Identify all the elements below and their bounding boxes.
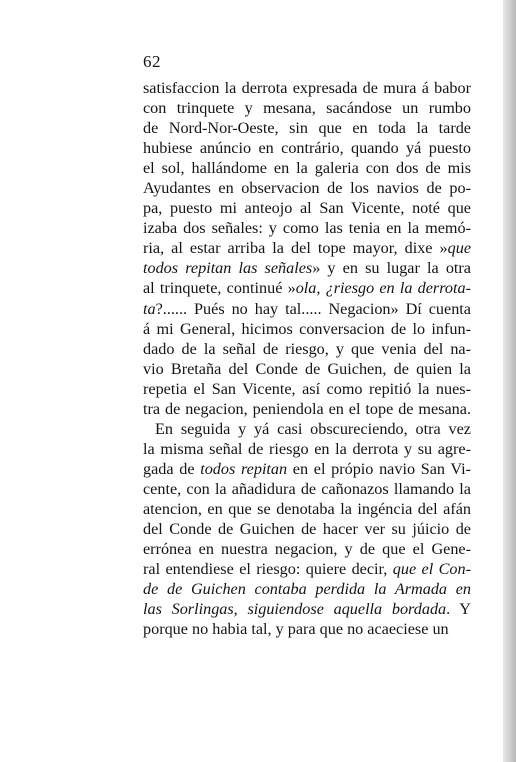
text-segment: en el própio navio San Vi-	[287, 459, 471, 478]
text-line	[143, 559, 471, 579]
text-line	[143, 579, 471, 599]
text-segment: porque no habia tal, y para que no acaeciese un	[143, 620, 449, 639]
text-segment: » y en su lugar la otra	[312, 259, 471, 278]
text-line	[143, 278, 471, 298]
text-segment: ?...... Pués no hay tal..... Negacion» Dí cuenta	[155, 299, 471, 318]
italic-text-segment: que el Con-	[392, 560, 471, 579]
text-line	[143, 359, 471, 379]
italic-text-segment: de de Guichen contaba perdida la Armada en	[143, 580, 471, 599]
page-number: 62	[143, 52, 161, 71]
text-segment: izaba dos señales: y como las tenia en la memó-	[143, 219, 471, 238]
text-segment: el sol, hallándome en la galeria con dos de mis	[143, 159, 471, 178]
text-segment: ria, al estar arriba la del tope mayor, dixe »	[143, 239, 448, 258]
text-line	[143, 399, 471, 419]
italic-text-segment: todos repitan	[200, 459, 288, 478]
text-segment: Ayudantes en observacion de los navios de po-	[143, 179, 471, 198]
text-segment: tra de negacion, peniendola en el tope de mesana.	[143, 399, 471, 418]
text-segment: del Conde de Guichen de hacer ver su júicio de	[143, 520, 471, 539]
text-segment: satisfaccion la derrota expresada de mura á babor	[143, 79, 471, 97]
text-line	[143, 499, 471, 519]
text-segment: la misma señal de riesgo en la derrota y su agre-	[143, 439, 471, 458]
text-line	[143, 539, 471, 559]
text-line	[143, 158, 471, 178]
text-segment: dado de la señal de riesgo, y que venia del na-	[143, 339, 471, 358]
text-segment: errónea en nuestra negacion, y de que el Gene-	[143, 540, 471, 559]
text-segment: atencion, en que se denotaba la ingéncia del afán	[143, 499, 471, 518]
text-segment: En seguida y yá casi obscureciendo, otra vez	[155, 419, 471, 438]
italic-text-segment: ola, ¿riesgo en la derrota-	[295, 279, 471, 298]
text-line	[143, 258, 471, 278]
text-line	[143, 218, 471, 238]
text-line	[143, 419, 471, 439]
text-line	[143, 319, 471, 339]
text-segment: . Y	[446, 600, 471, 619]
text-line	[143, 98, 471, 118]
page-edge-shadow	[503, 0, 516, 762]
italic-text-segment: las Sorlingas, siguiendose aquella bordada	[143, 600, 447, 619]
italic-text-segment: ta	[143, 299, 156, 318]
text-segment: gada de	[143, 459, 201, 478]
text-line	[143, 299, 471, 319]
text-line	[143, 479, 471, 499]
text-line	[143, 519, 471, 539]
text-segment: ral entendiese el riesgo: quiere decir,	[143, 560, 393, 579]
text-segment: cente, con la añadidura de cañonazos llamando la	[143, 479, 471, 498]
text-line	[143, 459, 471, 479]
text-segment: hubiese anúncio en contrário, quando yá puesto	[143, 139, 471, 158]
text-segment: á mi General, hicimos conversacion de lo infun-	[143, 319, 471, 338]
text-line	[143, 599, 471, 619]
text-line	[143, 198, 471, 218]
text-segment: al trinquete, continué »	[143, 279, 296, 298]
text-line	[143, 379, 471, 399]
italic-text-segment: todos repitan las señales	[143, 259, 313, 278]
text-line	[143, 178, 471, 198]
text-line	[143, 238, 471, 258]
text-line	[143, 138, 471, 158]
text-line	[143, 439, 471, 459]
text-segment: de Nord-Nor-Oeste, sin que en toda la tarde	[143, 119, 471, 138]
text-line	[143, 339, 471, 359]
italic-text-segment: que	[447, 239, 471, 258]
text-segment: con trinquete y mesana, sacándose un rumbo	[143, 99, 471, 118]
text-segment: repetia el San Vicente, así como repitió la nues-	[143, 379, 471, 398]
text-segment: vio Bretaña del Conde de Guichen, de quien la	[143, 359, 471, 378]
text-segment: pa, puesto mi anteojo al San Vicente, noté que	[143, 199, 471, 218]
text-line	[143, 619, 471, 639]
text-line	[143, 118, 471, 138]
text-line	[143, 78, 471, 98]
body-text	[143, 78, 471, 639]
